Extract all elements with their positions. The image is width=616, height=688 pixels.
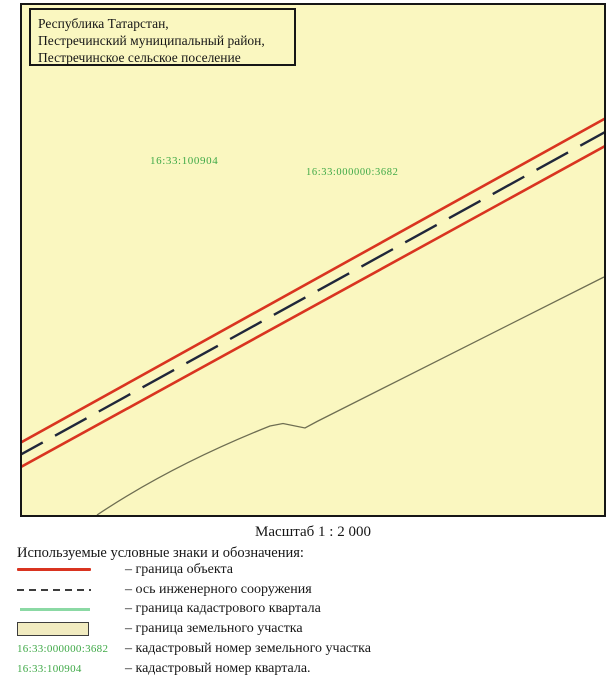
map-label-cadastral-quarter-number: 16:33:100904 <box>150 155 219 167</box>
legend-row-engineering-axis <box>17 580 371 600</box>
legend-heading: Используемые условные знаки и обозначения: <box>17 545 304 561</box>
red-solid-line-swatch <box>17 568 91 571</box>
map-drawing <box>22 5 604 515</box>
legend-label: – граница земельного участка <box>125 621 303 637</box>
legend-label: – граница объекта <box>125 561 233 577</box>
legend-label: – кадастровый номер земельного участка <box>125 641 371 657</box>
location-title-box <box>29 8 296 66</box>
legend-row-object-boundary <box>17 560 371 580</box>
title-line-district: Пестречинский муниципальный район, <box>38 33 265 48</box>
engineering-structure-axis-dashed-line <box>22 132 604 456</box>
legend-label: – ось инженерного сооружения <box>125 581 312 597</box>
map-scale-text: Масштаб 1 : 2 000 <box>255 524 371 540</box>
parcel-boundary-thin-line <box>97 277 604 515</box>
black-dashed-line-swatch <box>17 589 91 591</box>
legend-row-parcel-number <box>17 639 371 659</box>
legend-label: – граница кадастрового квартала <box>125 601 321 617</box>
legend-row-cadastral-quarter-boundary <box>17 600 371 620</box>
legend-row-parcel-boundary <box>17 619 371 639</box>
legend-label: – кадастровый номер квартала. <box>125 660 311 676</box>
legend-row-quarter-number <box>17 659 371 679</box>
yellow-area-box-swatch <box>17 622 89 636</box>
legend <box>17 560 371 679</box>
parcel-number-sample-text: 16:33:000000:3682 <box>17 643 109 656</box>
title-line-region: Республика Татарстан, <box>38 16 169 31</box>
green-solid-line-swatch <box>20 608 90 611</box>
cadastral-map-plan <box>20 3 606 517</box>
quarter-number-sample-text: 16:33:100904 <box>17 662 82 675</box>
title-line-settlement: Пестречинское сельское поселение <box>38 50 241 65</box>
object-boundary-lower-red-line <box>22 146 604 468</box>
map-label-cadastral-parcel-number: 16:33:000000:3682 <box>306 167 399 178</box>
